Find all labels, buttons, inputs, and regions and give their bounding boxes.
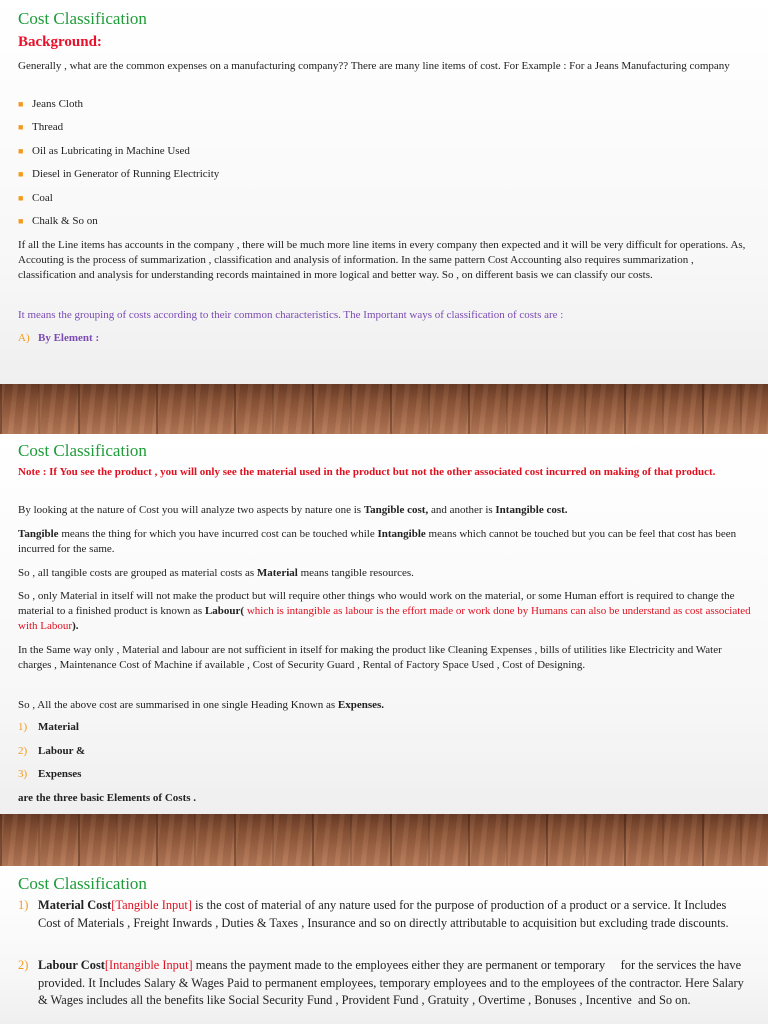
element-list-item: 3) Expenses bbox=[18, 768, 82, 780]
nature-paragraph: By looking at the nature of Cost you will analyze two aspects by nature one is Tangible cost, and another is Intangible cost. bbox=[18, 504, 568, 516]
labour-paragraph: So , only Material in itself will not make the product but will require other things who would work on the material, or some Human effort is required to change the material to a finished product is known as Labour( which is intangible as labour is the effort made or work done by Humans can also be understand as cost associated with Labour). bbox=[18, 590, 751, 632]
closing-line: are the three basic Elements of Costs . bbox=[18, 792, 197, 804]
meaning-paragraph: It means the grouping of costs according to their common characteristics. The Important ways of classification of costs are : bbox=[18, 309, 564, 321]
by-element-label: By Element : bbox=[38, 332, 100, 344]
wood-floor-divider bbox=[0, 814, 768, 866]
list-number: 2) bbox=[18, 745, 28, 757]
bullet-item: ■ Chalk & So on bbox=[18, 215, 98, 227]
element-list-item: 1) Material bbox=[18, 721, 79, 733]
background-heading: Background: bbox=[18, 34, 102, 50]
labour-cost-item: 2) Labour Cost[Intangible Input] means the payment made to the employees either they are permanent or temporary for the services the have provided. It Includes Salary & Wages Paid to permanent employees, temporary employees and to the employees of the contractor. Here Salary & Wages includes all the benefits like Social Security Fund , Provident Fund , Gratuity , Overtime , Bonuses , Incentive and So on. bbox=[18, 958, 747, 1007]
bullet-square-icon: ■ bbox=[18, 216, 24, 226]
material-cost-item: 1) Material Cost[Tangible Input] is the cost of material of any nature used for the purpose of production of a product or a service. It Includes Cost of Materials , Freight Inwards , Duties & Taxes , Insurance and so on directly attributable to acquisition but excluding trade discounts. bbox=[18, 898, 729, 930]
bullet-square-icon: ■ bbox=[18, 122, 24, 132]
slide-1 bbox=[0, 0, 768, 384]
slide-3-title: Cost Classification bbox=[18, 874, 147, 893]
expenses-detail-paragraph: In the Same way only , Material and labour are not sufficient in itself for making the product like Cleaning Expenses , bills of utilities like Electricity and Water charges , Maintenance Cost of Machine if available , Cost of Security Guard , Rental of Factory Space Used , Cost of Designing. bbox=[18, 644, 722, 671]
list-number: 1) bbox=[18, 721, 28, 733]
by-element-item bbox=[18, 332, 99, 344]
list-number: 1) bbox=[18, 898, 29, 912]
bullet-square-icon: ■ bbox=[18, 169, 24, 179]
list-number: 2) bbox=[18, 958, 29, 972]
bullet-square-icon: ■ bbox=[18, 193, 24, 203]
material-paragraph: So , all tangible costs are grouped as material costs as Material means tangible resources. bbox=[18, 567, 414, 579]
slide-1-title: Cost Classification bbox=[18, 9, 147, 28]
line-items-paragraph: If all the Line items has accounts in the company , there will be much more line items in every company then expected and it will be very difficult for operations. As, Accouting is the process of summarization , classification and analysis of information. In the same pattern Cost Accounting also requires summarization , classification and analysis for understanding records maintained in more logical and better way. So , on different basis we can classify our costs. bbox=[18, 239, 746, 281]
expenses-paragraph: So , All the above cost are summarised in one single Heading Known as Expenses. bbox=[18, 699, 385, 711]
wood-floor-divider bbox=[0, 384, 768, 434]
element-list-item: 2) Labour & bbox=[18, 745, 86, 757]
bullet-item: ■ Oil as Lubricating in Machine Used bbox=[18, 145, 190, 157]
note-paragraph: Note : If You see the product , you will only see the material used in the product but not the other associated cost incurred on making of that product. bbox=[18, 466, 716, 478]
bullet-item: ■ Diesel in Generator of Running Electricity bbox=[18, 168, 220, 180]
bullet-square-icon: ■ bbox=[18, 146, 24, 156]
bullet-item: ■ Thread bbox=[18, 121, 64, 133]
bullet-item: ■ Jeans Cloth bbox=[18, 98, 84, 110]
list-marker: A) bbox=[18, 332, 30, 344]
list-number: 3) bbox=[18, 768, 28, 780]
bullet-square-icon: ■ bbox=[18, 99, 24, 109]
slide-2-title: Cost Classification bbox=[18, 441, 147, 460]
tangible-paragraph: Tangible means the thing for which you have incurred cost can be touched while Intangible means which cannot be touched but you can be feel that cost has been incurred for the same. bbox=[18, 528, 737, 555]
intro-paragraph: Generally , what are the common expenses on a manufacturing company?? There are many line items of cost. For Example : For a Jeans Manufacturing company bbox=[18, 60, 730, 72]
bullet-item: ■ Coal bbox=[18, 192, 53, 204]
